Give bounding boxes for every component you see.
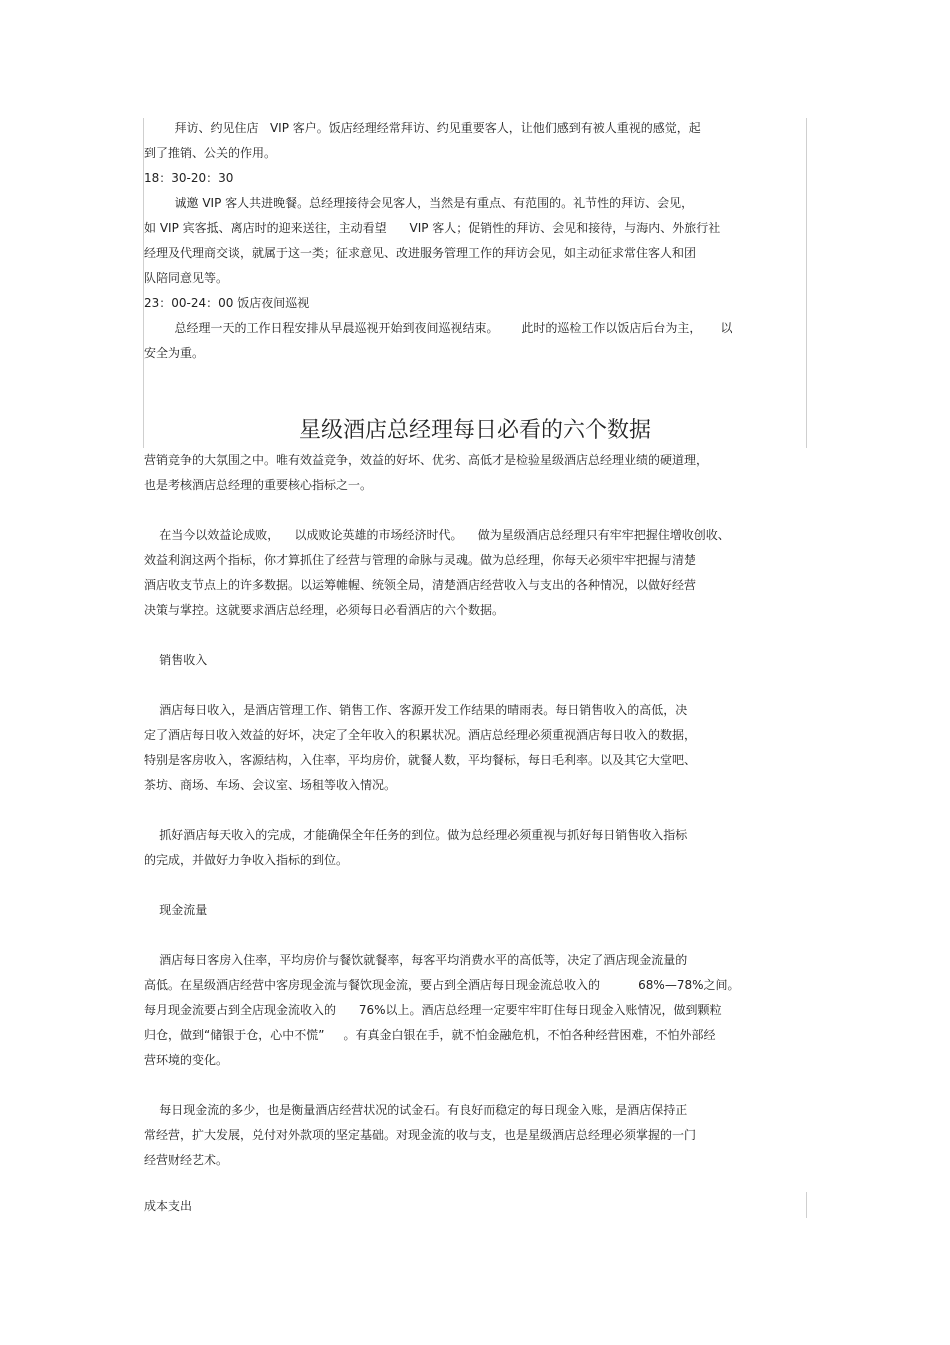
text-line: 高低。在星级酒店经营中客房现金流与餐饮现金流，要占到全酒店每日现金流总收入的 68%—78%之间。 [144, 978, 740, 992]
time-heading: 18：30-20：30 [144, 171, 234, 185]
right-margin-rule [806, 118, 807, 448]
text-line: 归仓，做到“储银于仓，心中不慌” 。有真金白银在手，就不怕金融危机，不怕各种经营困难，不怕外部经 [144, 1028, 716, 1042]
text-line: 也是考核酒店总经理的重要核心指标之一。 [144, 478, 373, 492]
text-line: 队陪同意见等。 [144, 271, 229, 285]
text-line: 诚邀 VIP 客人共进晚餐。总经理接待会见客人，当然是有重点、有范围的。礼节性的拜访、会见， [144, 196, 694, 210]
text-line: 总经理一天的工作日程安排从早晨巡视开始到夜间巡视结束。 此时的巡检工作以饭店后台为主， 以 [144, 321, 733, 335]
text-line: 安全为重。 [144, 346, 205, 360]
text-line: 在当今以效益论成败， 以成败论英雄的市场经济时代。 做为星级酒店总经理只有牢牢把握住增收创收、 [144, 528, 730, 542]
text-line: 营环境的变化。 [144, 1053, 229, 1067]
article-title: 星级酒店总经理每日必看的六个数据 [298, 418, 651, 443]
text-line: 定了酒店每日收入效益的好坏，决定了全年收入的积累状况。酒店总经理必须重视酒店每日收入的数据， [144, 728, 697, 742]
text-line: 效益利润这两个指标，你才算抓住了经营与管理的命脉与灵魂。做为总经理，你每天必须牢牢把握与清楚 [144, 553, 697, 567]
text-line: 的完成，并做好力争收入指标的到位。 [144, 853, 349, 867]
section-heading-cashflow: 现金流量 [144, 903, 208, 917]
text-line: 酒店每日收入，是酒店管理工作、销售工作、客源开发工作结果的晴雨表。每日销售收入的高低，决 [144, 703, 688, 717]
text-line: 经理及代理商交谈，就属于这一类；征求意见、改进服务管理工作的拜访会见，如主动征求常住客人和团 [144, 246, 697, 260]
text-line: 决策与掌控。这就要求酒店总经理，必须每日必看酒店的六个数据。 [144, 603, 505, 617]
section-heading-sales: 销售收入 [144, 653, 208, 667]
text-line: 每月现金流要占到全店现金流收入的 76%以上。酒店总经理一定要牢牢盯住每日现金入账情况，做到颗粒 [144, 1003, 722, 1017]
time-heading: 23：00-24：00 饭店夜间巡视 [144, 296, 310, 310]
text-line: 营销竞争的大氛围之中。唯有效益竞争，效益的好坏、优劣、高低才是检验星级酒店总经理业绩的硬道理， [144, 453, 709, 467]
text-line: 每日现金流的多少，也是衡量酒店经营状况的试金石。有良好而稳定的每日现金入账，是酒店保持正 [144, 1103, 688, 1117]
text-line: 抓好酒店每天收入的完成，才能确保全年任务的到位。做为总经理必须重视与抓好每日销售收入指标 [144, 828, 688, 842]
right-margin-rule-bottom [806, 1192, 807, 1218]
text-line: 酒店收支节点上的许多数据。以运筹帷幄、统领全局，清楚酒店经营收入与支出的各种情况，以做好经营 [144, 578, 697, 592]
text-line: 茶坊、商场、车场、会议室、场租等收入情况。 [144, 778, 397, 792]
text-line: 特别是客房收入，客源结构，入住率，平均房价，就餐人数，平均餐标，每日毛利率。以及其它大堂吧、 [144, 753, 697, 767]
text-line: 拜访、约见住店 VIP 客户。饭店经理经常拜访、约见重要客人，让他们感到有被人重视的感觉，起 [144, 121, 701, 135]
text-line: 经营财经艺术。 [144, 1153, 229, 1167]
section-heading-cost: 成本支出 [144, 1199, 193, 1213]
text-line: 如 VIP 宾客抵、离店时的迎来送往，主动看望 VIP 客人；促销性的拜访、会见和接待，与海内、外旅行社 [144, 221, 721, 235]
text-line: 到了推销、公关的作用。 [144, 146, 277, 160]
text-line: 常经营，扩大发展，兑付对外款项的坚定基础。对现金流的收与支，也是星级酒店总经理必须掌握的一门 [144, 1128, 697, 1142]
text-line: 酒店每日客房入住率，平均房价与餐饮就餐率，每客平均消费水平的高低等，决定了酒店现金流量的 [144, 953, 688, 967]
